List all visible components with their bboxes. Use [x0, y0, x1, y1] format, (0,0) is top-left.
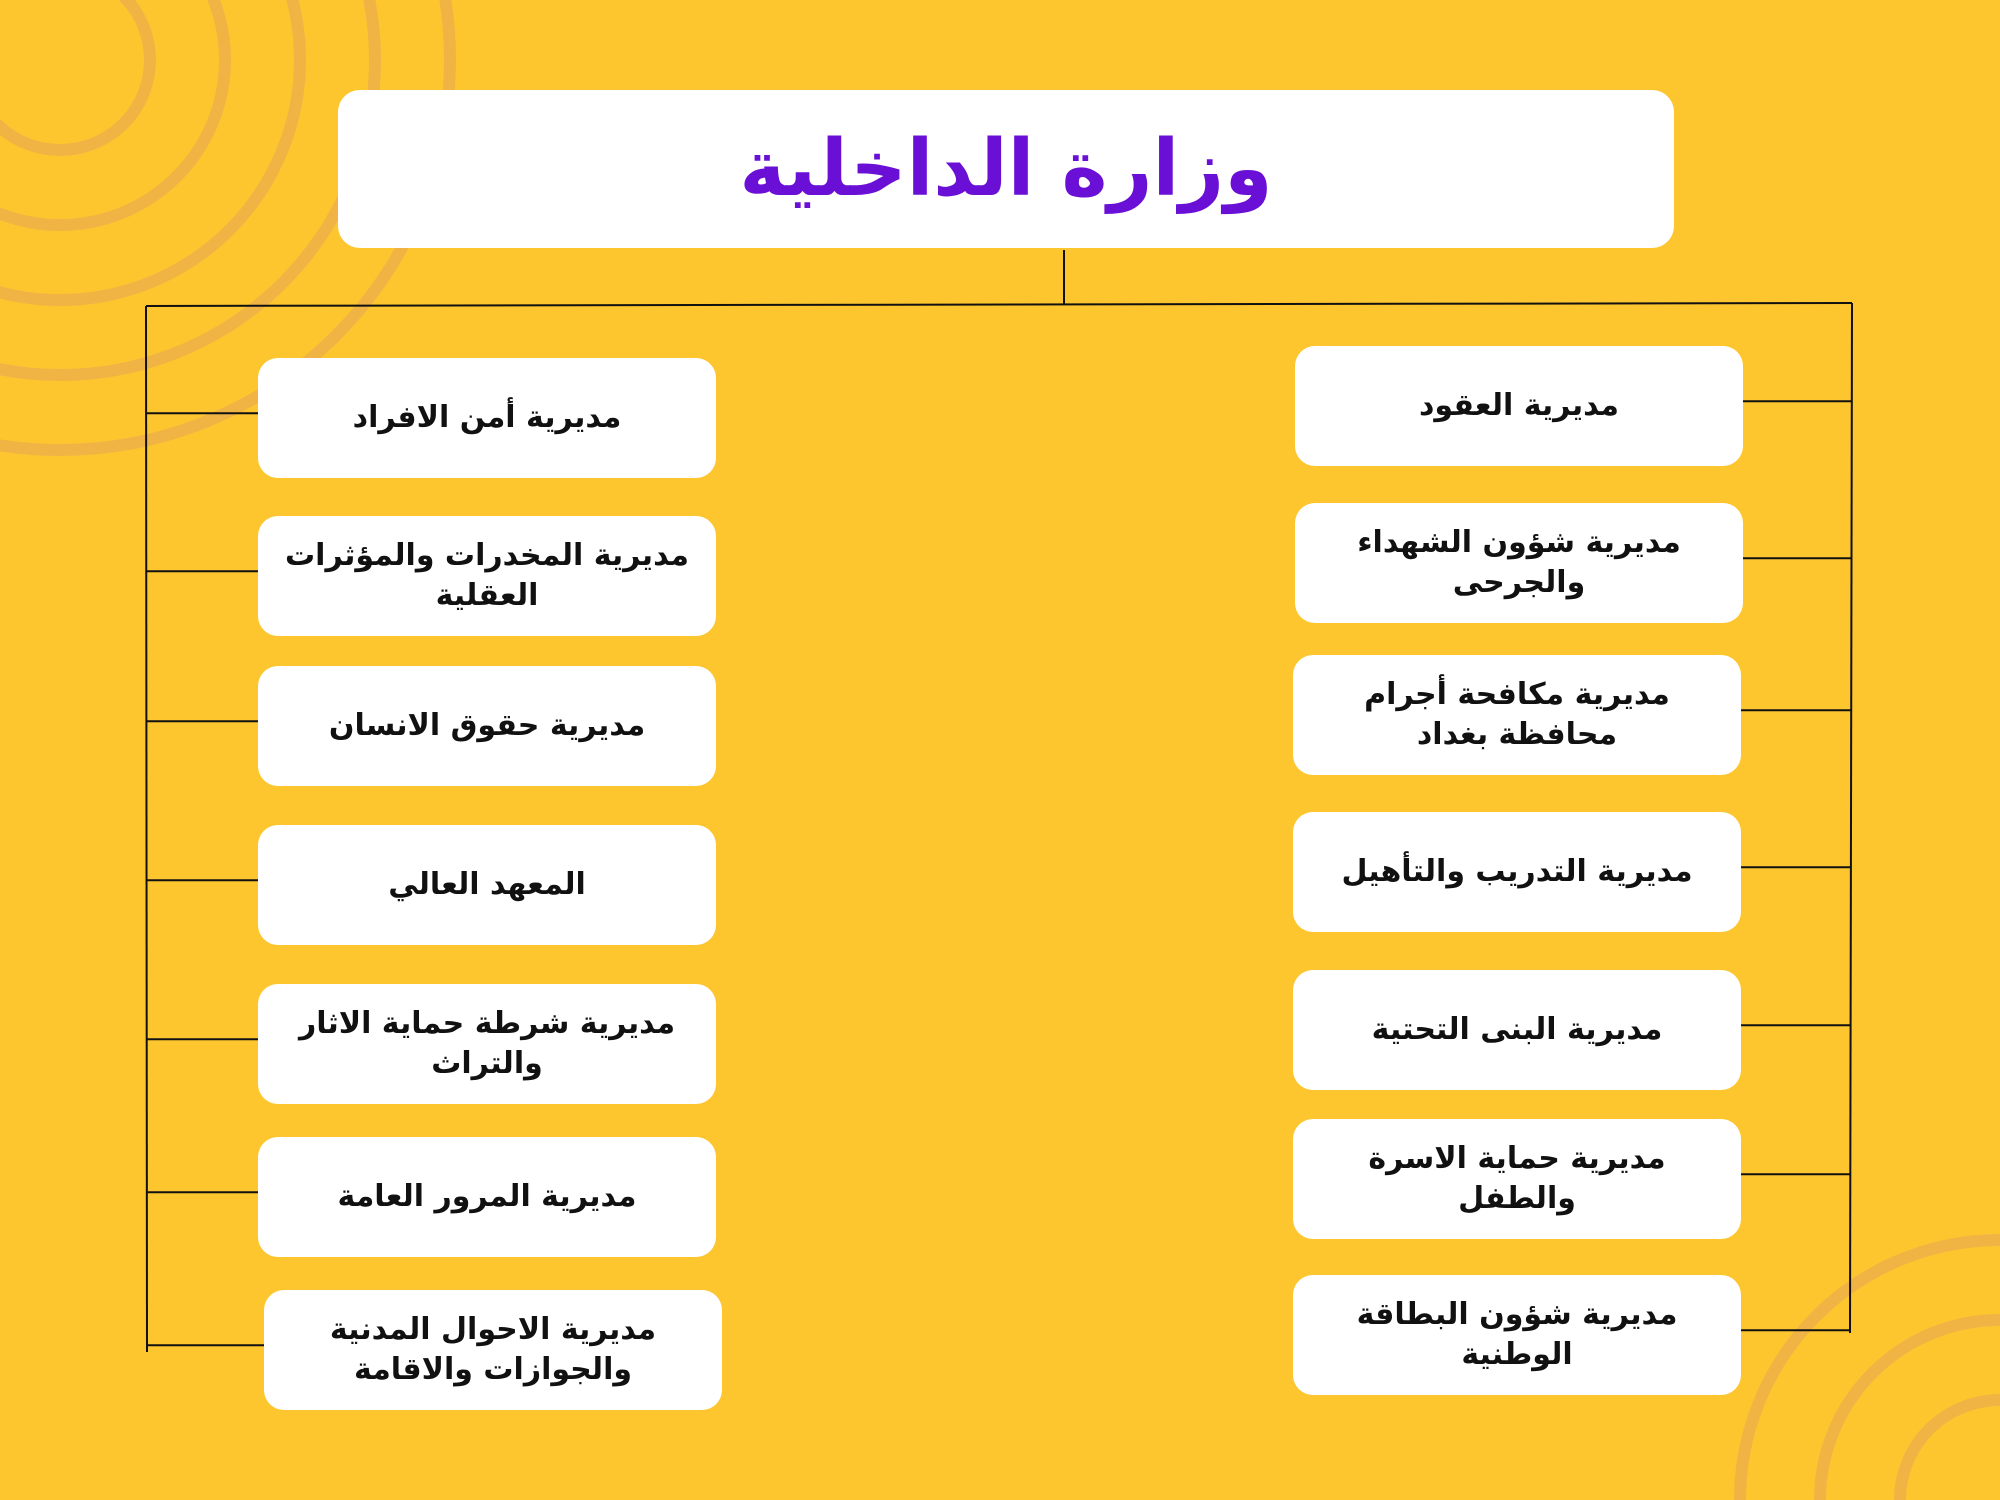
node-label: مديرية أمن الافراد [352, 400, 622, 435]
left-node [258, 516, 716, 636]
left-node [264, 1290, 722, 1410]
ministry-title-box [338, 90, 1674, 248]
left-node [258, 825, 716, 945]
right-node [1295, 346, 1743, 466]
right-node [1293, 1119, 1741, 1239]
right-node [1293, 1275, 1741, 1395]
node-label: مديرية الاحوال المدنية والجوازات والاقامة [329, 1312, 657, 1387]
ministry-title: وزارة الداخلية [739, 124, 1273, 214]
node-label: مديرية شؤون البطاقة الوطنية [1356, 1297, 1678, 1372]
node-label: مديرية البنى التحتية [1371, 1012, 1663, 1047]
node-label: مديرية المخدرات والمؤثرات العقلية [285, 538, 689, 613]
right-node [1293, 970, 1741, 1090]
left-node [258, 984, 716, 1104]
node-label: مديرية العقود [1418, 388, 1619, 423]
node-label: المعهد العالي [388, 867, 586, 902]
left-node [258, 666, 716, 786]
node-label: مديرية حقوق الانسان [328, 708, 646, 743]
node-label: مديرية مكافحة أجرام محافظة بغداد [1364, 677, 1670, 752]
left-node [258, 1137, 716, 1257]
node-label: مديرية حماية الاسرة والطفل [1368, 1141, 1666, 1216]
left-node [258, 358, 716, 478]
node-label: مديرية التدريب والتأهيل [1341, 854, 1693, 889]
node-label: مديرية المرور العامة [337, 1179, 637, 1214]
right-node [1293, 812, 1741, 932]
node-label: مديرية شرطة حماية الاثار والتراث [298, 1006, 676, 1081]
node-label: مديرية شؤون الشهداء والجرحى [1357, 525, 1681, 600]
right-node [1293, 655, 1741, 775]
right-node [1295, 503, 1743, 623]
